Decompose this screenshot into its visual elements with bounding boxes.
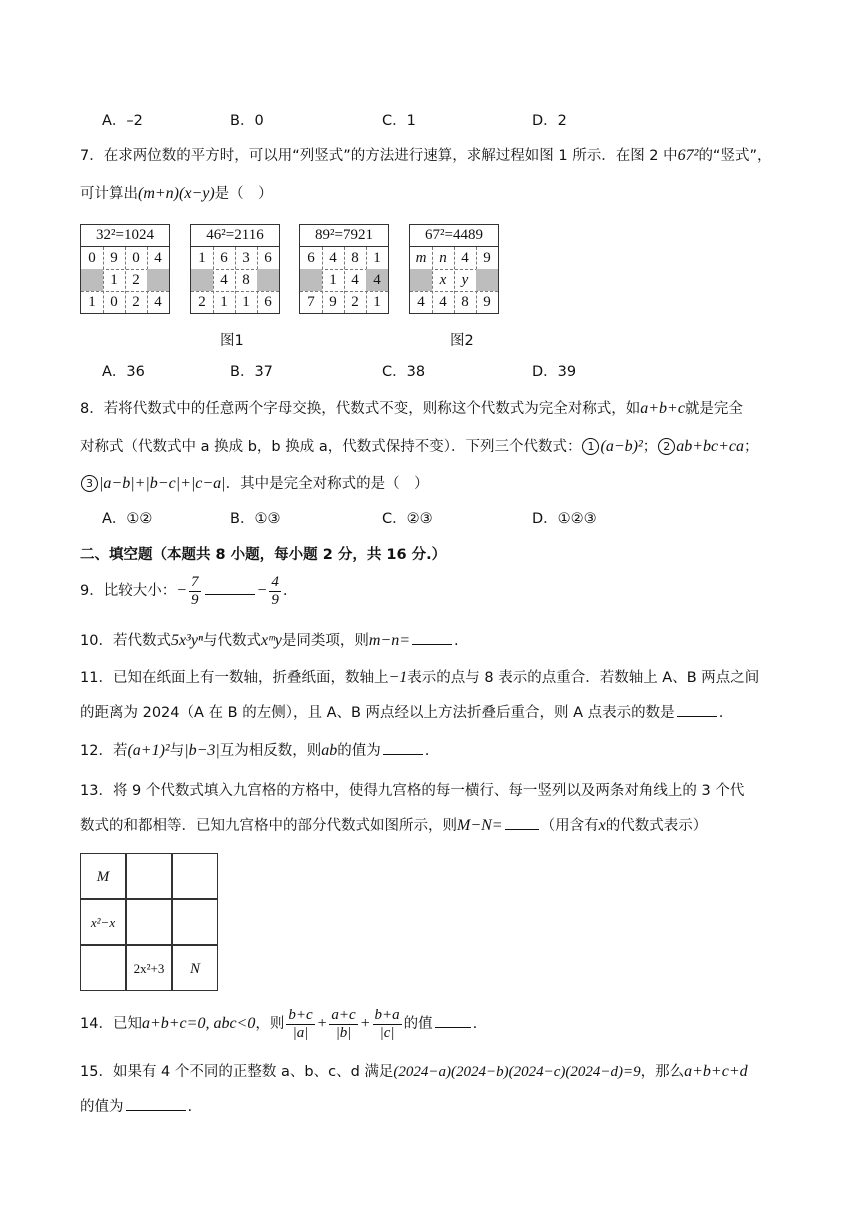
shaded-cell xyxy=(191,269,213,291)
cell: 7 xyxy=(307,294,315,310)
cell: 1 xyxy=(373,250,381,266)
grid-cell-n: N xyxy=(172,945,218,991)
q7-figure1-panel2 xyxy=(190,224,280,314)
cell: 9 xyxy=(110,250,118,266)
cell: 4 xyxy=(461,250,469,266)
answer-blank[interactable] xyxy=(505,815,539,830)
q10-stem: 10．若代数式5x³yⁿ与代数式xᵐy是同类项，则m−n= . xyxy=(80,632,459,649)
q7-figure2-panel xyxy=(409,224,499,314)
cell: 4 xyxy=(220,272,228,288)
cell: 8 xyxy=(351,250,359,266)
section2-heading: 二、填空题（本题共 8 小题，每小题 2 分，共 16 分.） xyxy=(80,547,447,563)
cell: 0 xyxy=(88,250,96,266)
q8-options xyxy=(102,508,782,530)
q7-stem-line1: 7．在求两位数的平方时，可以用“列竖式”的方法进行速算，求解过程如图 1 所示．在图 2 中67²的“竖式”， xyxy=(80,147,772,164)
cell: 9 xyxy=(329,294,337,310)
q7-square-expr: 67² xyxy=(677,147,699,164)
cell: n xyxy=(439,250,447,266)
q7-option-c[interactable]: C．38 xyxy=(382,364,426,380)
grid-cell xyxy=(126,899,172,945)
q12-stem: 12．若(a+1)²与|b−3|互为相反数，则ab的值为 . xyxy=(80,742,430,759)
answer-blank[interactable] xyxy=(205,580,255,595)
fraction: $\frac{b+a}{|c|}$ xyxy=(374,1006,400,1041)
cell: 6 xyxy=(264,294,272,310)
q8-option-d[interactable]: D．①②③ xyxy=(532,511,597,527)
answer-blank[interactable] xyxy=(412,630,452,645)
shaded-cell xyxy=(410,269,432,291)
cell: 1 xyxy=(110,272,118,288)
panel-header: 46²=2116 xyxy=(191,225,279,247)
grid-cell-m: M xyxy=(80,853,126,899)
answer-blank[interactable] xyxy=(383,740,423,755)
cell: 2 xyxy=(351,294,359,310)
cell: 4 xyxy=(351,272,359,288)
q8-option-b[interactable]: B．①③ xyxy=(230,511,281,527)
grid-cell-x2-minus-x: x²−x xyxy=(80,899,126,945)
q7-expr: (m+n)(x−y) xyxy=(138,185,215,202)
cell: 4 xyxy=(154,294,162,310)
fraction: $\frac{7}{9}$ xyxy=(191,573,199,608)
cell: 3 xyxy=(242,250,250,266)
circled-number-1: 1 xyxy=(582,438,599,455)
cell: 9 xyxy=(483,250,491,266)
q7-option-b[interactable]: B．37 xyxy=(230,364,273,380)
circled-number-2: 2 xyxy=(658,438,675,455)
shaded-cell xyxy=(476,269,498,291)
q15-stem-line2: 的值为 . xyxy=(80,1096,192,1118)
cell: 1 xyxy=(88,294,96,310)
q8-stem-line1: 8．若将代数式中的任意两个字母交换，代数式不变，则称这个代数式为完全对称式，如a+b+c就是完全 xyxy=(80,400,743,417)
cell: 8 xyxy=(461,294,469,310)
cell: 9 xyxy=(483,294,491,310)
shaded-cell xyxy=(147,269,169,291)
cell: m xyxy=(415,250,427,266)
grid-cell xyxy=(126,853,172,899)
cell: 4 xyxy=(329,250,337,266)
cell: 1 xyxy=(242,294,250,310)
cell: 0 xyxy=(110,294,118,310)
answer-blank[interactable] xyxy=(435,1013,471,1028)
q7-caption-figure2: 图2 xyxy=(450,333,474,349)
cell: 1 xyxy=(329,272,337,288)
q7-caption-figure1: 图1 xyxy=(220,333,244,349)
panel-header: 67²=4489 xyxy=(410,225,498,247)
cell: 4 xyxy=(417,294,425,310)
q7-options xyxy=(102,361,782,383)
cell: 6 xyxy=(264,250,272,266)
panel-header: 89²=7921 xyxy=(300,225,388,247)
grid-cell xyxy=(172,853,218,899)
q6-option-d[interactable]: D．2 xyxy=(532,113,567,129)
cell: y xyxy=(461,272,469,288)
grid-cell xyxy=(172,899,218,945)
q6-option-b[interactable]: B．0 xyxy=(230,113,264,129)
shaded-cell xyxy=(257,269,279,291)
cell: x xyxy=(439,272,447,288)
q6-options xyxy=(102,110,782,132)
cell: 8 xyxy=(242,272,250,288)
fraction: $\frac{b+c}{|a|}$ xyxy=(288,1006,313,1041)
q8-stem-line3: 3 |a−b|+|b−c|+|c−a|．其中是完全对称式的是（ ） xyxy=(80,473,429,495)
q8-option-a[interactable]: A．①② xyxy=(102,511,153,527)
q8-option-c[interactable]: C．②③ xyxy=(382,511,433,527)
answer-blank[interactable] xyxy=(126,1096,186,1111)
fraction: $\frac{4}{9}$ xyxy=(271,573,279,608)
cell: 2 xyxy=(132,294,140,310)
cell: 4 xyxy=(154,250,162,266)
q6-option-c[interactable]: C．1 xyxy=(382,113,416,129)
cell: 1 xyxy=(373,294,381,310)
q7-option-d[interactable]: D．39 xyxy=(532,364,577,380)
cell: 0 xyxy=(132,250,140,266)
circled-number-3: 3 xyxy=(81,475,98,492)
q8-stem-line2: 对称式（代数式中 a 换成 b，b 换成 a，代数式保持不变）．下列三个代数式： 1 (a−b)²； 2 ab+bc+ca； xyxy=(80,438,759,455)
q13-stem-line1: 13．将 9 个代数式填入九宫格的方格中，使得九宫格的每一横行、每一竖列以及两条对角线上的 3 个代 xyxy=(80,783,745,799)
grid-cell xyxy=(80,945,126,991)
q11-stem-line2: 的距离为 2024（A 在 B 的左侧），且 A、B 两点经以上方法折叠后重合，则 A 点表示的数是 . xyxy=(80,702,723,724)
cell: 6 xyxy=(307,250,315,266)
shaded-cell xyxy=(81,269,103,291)
fraction: $\frac{a+c}{|b|}$ xyxy=(331,1006,356,1041)
q7-figure1-panel1 xyxy=(80,224,170,314)
q7-figure1-panel3 xyxy=(299,224,389,314)
q7-option-a[interactable]: A．36 xyxy=(102,364,145,380)
q11-stem-line1: 11．已知在纸面上有一数轴，折叠纸面，数轴上−1表示的点与 8 表示的点重合．若数轴上 A、B 两点之间 xyxy=(80,669,760,686)
q13-magic-square xyxy=(80,853,218,991)
shaded-cell xyxy=(300,269,322,291)
answer-blank[interactable] xyxy=(677,702,717,717)
q6-option-a[interactable]: A．–2 xyxy=(102,113,143,129)
cell: 4 xyxy=(366,269,388,291)
cell: 6 xyxy=(220,250,228,266)
cell: 1 xyxy=(198,250,206,266)
panel-header: 32²=1024 xyxy=(81,225,169,247)
q7-stem-line2: 可计算出(m+n)(x−y)是（ ） xyxy=(80,185,273,202)
q9-stem: 9．比较大小：− $\frac{7}{9}$ − $\frac{4}{9}$ . xyxy=(80,573,288,608)
grid-cell-2x2-plus-3: 2x²+3 xyxy=(126,945,172,991)
cell: 2 xyxy=(198,294,206,310)
q13-stem-line2: 数式的和都相等．已知九宫格中的部分代数式如图所示，则M−N= （用含有x的代数式表示） xyxy=(80,817,708,834)
q15-stem-line1: 15．如果有 4 个不同的正整数 a、b、c、d 满足(2024−a)(2024−b)(2024−c)(2024−d)=9，那么a+b+c+d xyxy=(80,1063,748,1080)
cell: 1 xyxy=(220,294,228,310)
cell: 4 xyxy=(439,294,447,310)
cell: 2 xyxy=(132,272,140,288)
q14-stem: 14．已知a+b+c=0, abc<0，则 $\frac{b+c}{|a|}$ + $\frac{a+c}{|b|}$ + $\frac{b+a}{|c|}$ 的值 . xyxy=(80,1006,478,1041)
